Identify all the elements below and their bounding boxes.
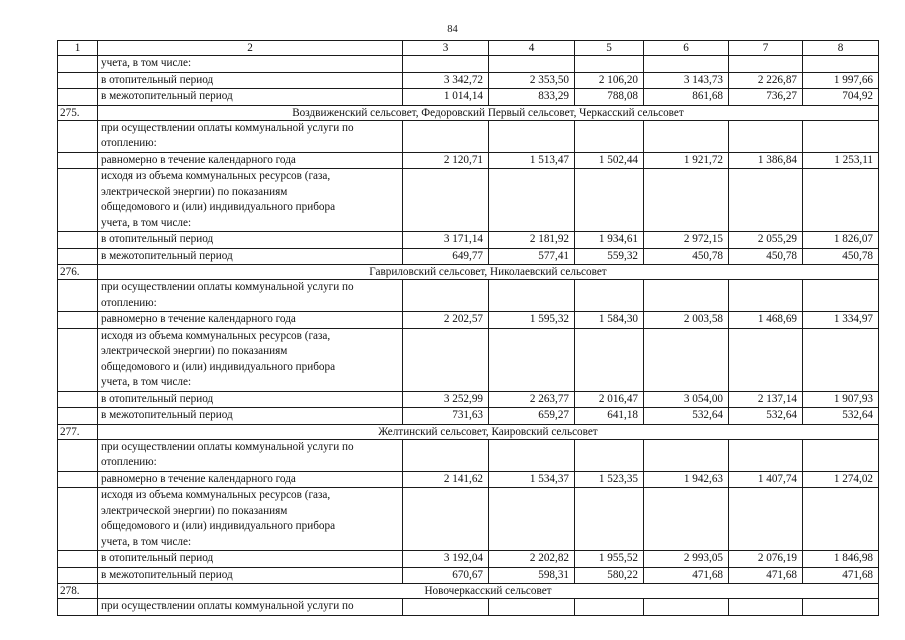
volume-description-row bbox=[58, 328, 879, 391]
value-cell: 788,08 bbox=[575, 89, 644, 106]
value-cell: 1 407,74 bbox=[729, 471, 803, 488]
text-line: отоплению: bbox=[101, 456, 157, 468]
value-cell: 2 003,58 bbox=[644, 312, 729, 329]
index-cell bbox=[58, 120, 98, 152]
payment-description: при осуществлении оплаты коммунальной услуги по bbox=[98, 599, 403, 616]
value-cell: 2 993,05 bbox=[644, 551, 729, 568]
empty-cell bbox=[729, 439, 803, 471]
volume-description bbox=[98, 169, 403, 232]
value-cell bbox=[729, 56, 803, 73]
empty-cell bbox=[489, 169, 575, 232]
index-cell bbox=[58, 408, 98, 425]
row-label: в отопительный период bbox=[98, 72, 403, 89]
value-cell: 2 202,57 bbox=[403, 312, 489, 329]
table-row bbox=[58, 89, 879, 106]
value-cell: 649,77 bbox=[403, 248, 489, 265]
value-cell: 532,64 bbox=[729, 408, 803, 425]
row-label: учета, в том числе: bbox=[98, 56, 403, 73]
table-row bbox=[58, 248, 879, 265]
value-cell: 2 055,29 bbox=[729, 232, 803, 249]
empty-cell bbox=[803, 328, 879, 391]
text-line: электрической энергии) по показаниям bbox=[101, 345, 288, 357]
value-cell: 3 252,99 bbox=[403, 391, 489, 408]
value-cell: 2 120,71 bbox=[403, 152, 489, 169]
value-cell: 2 141,62 bbox=[403, 471, 489, 488]
column-number: 4 bbox=[489, 41, 575, 56]
value-cell: 659,27 bbox=[489, 408, 575, 425]
column-number: 2 bbox=[98, 41, 403, 56]
table-row bbox=[58, 56, 879, 73]
text-line: отоплению: bbox=[101, 296, 157, 309]
empty-cell bbox=[644, 328, 729, 391]
index-cell bbox=[58, 471, 98, 488]
volume-description bbox=[98, 488, 403, 551]
index-cell bbox=[58, 56, 98, 73]
value-cell: 1 502,44 bbox=[575, 152, 644, 169]
empty-cell bbox=[644, 488, 729, 551]
page-number: 84 bbox=[447, 24, 458, 35]
table-row bbox=[58, 232, 879, 249]
text-line: исходя из объема коммунальных ресурсов (газа, bbox=[101, 489, 331, 501]
empty-cell bbox=[803, 488, 879, 551]
empty-cell bbox=[644, 280, 729, 312]
value-cell: 1 846,98 bbox=[803, 551, 879, 568]
column-number: 5 bbox=[575, 41, 644, 56]
payment-description-row bbox=[58, 439, 879, 471]
text-line: при осуществлении оплаты коммунальной услуги по bbox=[101, 121, 354, 134]
region-row bbox=[58, 584, 879, 599]
empty-cell bbox=[803, 599, 879, 616]
column-number-row bbox=[58, 41, 879, 56]
empty-cell bbox=[403, 120, 489, 152]
value-cell: 2 972,15 bbox=[644, 232, 729, 249]
text-line: электрической энергии) по показаниям bbox=[101, 504, 288, 517]
table-row bbox=[58, 471, 879, 488]
empty-cell bbox=[729, 169, 803, 232]
value-cell: 1 595,32 bbox=[489, 312, 575, 329]
row-label: в межотопительный период bbox=[98, 408, 403, 425]
index-cell bbox=[58, 599, 98, 616]
value-cell: 731,63 bbox=[403, 408, 489, 425]
index-cell bbox=[58, 169, 98, 232]
value-cell: 1 523,35 bbox=[575, 471, 644, 488]
region-name: Желтинский сельсовет, Каировский сельсовет bbox=[98, 424, 879, 439]
empty-cell bbox=[729, 328, 803, 391]
value-cell: 1 386,84 bbox=[729, 152, 803, 169]
index-cell bbox=[58, 312, 98, 329]
value-cell: 450,78 bbox=[729, 248, 803, 265]
empty-cell bbox=[489, 599, 575, 616]
table-row bbox=[58, 551, 879, 568]
empty-cell bbox=[403, 488, 489, 551]
empty-cell bbox=[489, 328, 575, 391]
table-body bbox=[58, 41, 879, 616]
empty-cell bbox=[729, 599, 803, 616]
value-cell: 2 106,20 bbox=[575, 72, 644, 89]
text-line: электрической энергии) по показаниям bbox=[101, 185, 288, 198]
payment-description bbox=[98, 439, 403, 471]
text-line: при осуществлении оплаты коммунальной услуги по bbox=[101, 440, 354, 453]
empty-cell bbox=[729, 120, 803, 152]
empty-cell bbox=[575, 120, 644, 152]
table-row bbox=[58, 567, 879, 584]
text-line: общедомового и (или) индивидуального прибора bbox=[101, 360, 336, 373]
empty-cell bbox=[403, 599, 489, 616]
index-cell bbox=[58, 232, 98, 249]
value-cell: 833,29 bbox=[489, 89, 575, 106]
value-cell: 2 226,87 bbox=[729, 72, 803, 89]
empty-cell bbox=[803, 120, 879, 152]
region-name: Новочеркасский сельсовет bbox=[98, 584, 879, 599]
value-cell bbox=[489, 56, 575, 73]
value-cell: 1 334,97 bbox=[803, 312, 879, 329]
value-cell: 1 014,14 bbox=[403, 89, 489, 106]
column-number: 8 bbox=[803, 41, 879, 56]
value-cell bbox=[575, 56, 644, 73]
table-row bbox=[58, 391, 879, 408]
value-cell: 1 997,66 bbox=[803, 72, 879, 89]
column-number: 1 bbox=[58, 41, 98, 56]
value-cell: 736,27 bbox=[729, 89, 803, 106]
empty-cell bbox=[403, 169, 489, 232]
column-number: 7 bbox=[729, 41, 803, 56]
value-cell: 1 921,72 bbox=[644, 152, 729, 169]
empty-cell bbox=[489, 488, 575, 551]
payment-description-row bbox=[58, 599, 879, 616]
value-cell: 1 274,02 bbox=[803, 471, 879, 488]
index-cell bbox=[58, 248, 98, 265]
value-cell: 3 342,72 bbox=[403, 72, 489, 89]
empty-cell bbox=[644, 439, 729, 471]
value-cell bbox=[403, 56, 489, 73]
empty-cell bbox=[729, 488, 803, 551]
empty-cell bbox=[729, 280, 803, 312]
value-cell: 580,22 bbox=[575, 567, 644, 584]
index-cell bbox=[58, 439, 98, 471]
value-cell: 532,64 bbox=[644, 408, 729, 425]
row-label: в отопительный период bbox=[98, 551, 403, 568]
section-index: 277. bbox=[58, 424, 98, 439]
region-name: Воздвиженский сельсовет, Федоровский Первый сельсовет, Черкасский сельсовет bbox=[98, 105, 879, 120]
value-cell: 1 468,69 bbox=[729, 312, 803, 329]
payment-description bbox=[98, 120, 403, 152]
empty-cell bbox=[575, 599, 644, 616]
column-number: 3 bbox=[403, 41, 489, 56]
index-cell bbox=[58, 152, 98, 169]
row-label: в отопительный период bbox=[98, 232, 403, 249]
row-label: в межотопительный период bbox=[98, 89, 403, 106]
payment-description-row bbox=[58, 280, 879, 312]
value-cell: 471,68 bbox=[729, 567, 803, 584]
region-row bbox=[58, 265, 879, 280]
section-index: 278. bbox=[58, 584, 98, 599]
value-cell: 641,18 bbox=[575, 408, 644, 425]
volume-description-row bbox=[58, 488, 879, 551]
empty-cell bbox=[489, 120, 575, 152]
empty-cell bbox=[803, 280, 879, 312]
value-cell: 1 955,52 bbox=[575, 551, 644, 568]
empty-cell bbox=[803, 169, 879, 232]
volume-description bbox=[98, 328, 403, 391]
value-cell: 670,67 bbox=[403, 567, 489, 584]
value-cell: 450,78 bbox=[803, 248, 879, 265]
index-cell bbox=[58, 567, 98, 584]
table-row bbox=[58, 408, 879, 425]
empty-cell bbox=[644, 599, 729, 616]
value-cell: 1 513,47 bbox=[489, 152, 575, 169]
value-cell: 3 054,00 bbox=[644, 391, 729, 408]
value-cell: 2 137,14 bbox=[729, 391, 803, 408]
value-cell: 1 584,30 bbox=[575, 312, 644, 329]
empty-cell bbox=[403, 328, 489, 391]
value-cell: 577,41 bbox=[489, 248, 575, 265]
empty-cell bbox=[575, 169, 644, 232]
value-cell: 1 826,07 bbox=[803, 232, 879, 249]
empty-cell bbox=[803, 439, 879, 471]
text-line: исходя из объема коммунальных ресурсов (газа, bbox=[101, 170, 331, 182]
section-index: 275. bbox=[58, 105, 98, 120]
value-cell: 1 253,11 bbox=[803, 152, 879, 169]
text-line: при осуществлении оплаты коммунальной услуги по bbox=[101, 281, 354, 293]
table-row bbox=[58, 72, 879, 89]
empty-cell bbox=[575, 280, 644, 312]
row-label: в межотопительный период bbox=[98, 248, 403, 265]
empty-cell bbox=[575, 328, 644, 391]
index-cell bbox=[58, 89, 98, 106]
value-cell: 471,68 bbox=[644, 567, 729, 584]
volume-description-row bbox=[58, 169, 879, 232]
value-cell: 2 202,82 bbox=[489, 551, 575, 568]
text-line: исходя из объема коммунальных ресурсов (газа, bbox=[101, 329, 331, 342]
text-line: учета, в том числе: bbox=[101, 216, 192, 229]
value-cell: 1 907,93 bbox=[803, 391, 879, 408]
value-cell: 532,64 bbox=[803, 408, 879, 425]
index-cell bbox=[58, 72, 98, 89]
empty-cell bbox=[403, 439, 489, 471]
region-row bbox=[58, 424, 879, 439]
row-label: равномерно в течение календарного года bbox=[98, 152, 403, 169]
region-row bbox=[58, 105, 879, 120]
index-cell bbox=[58, 551, 98, 568]
empty-cell bbox=[403, 280, 489, 312]
text-line: учета, в том числе: bbox=[101, 376, 192, 388]
column-number: 6 bbox=[644, 41, 729, 56]
value-cell: 3 171,14 bbox=[403, 232, 489, 249]
value-cell: 2 181,92 bbox=[489, 232, 575, 249]
empty-cell bbox=[575, 488, 644, 551]
index-cell bbox=[58, 328, 98, 391]
text-line: общедомового и (или) индивидуального прибора bbox=[101, 201, 336, 213]
value-cell: 559,32 bbox=[575, 248, 644, 265]
value-cell bbox=[644, 56, 729, 73]
table-row bbox=[58, 312, 879, 329]
value-cell: 1 934,61 bbox=[575, 232, 644, 249]
row-label: в межотопительный период bbox=[98, 567, 403, 584]
value-cell: 2 016,47 bbox=[575, 391, 644, 408]
empty-cell bbox=[644, 120, 729, 152]
payment-description-row bbox=[58, 120, 879, 152]
value-cell: 3 143,73 bbox=[644, 72, 729, 89]
index-cell bbox=[58, 391, 98, 408]
value-cell: 2 263,77 bbox=[489, 391, 575, 408]
text-line: учета, в том числе: bbox=[101, 535, 192, 548]
region-name: Гавриловский сельсовет, Николаевский сельсовет bbox=[98, 265, 879, 280]
value-cell: 861,68 bbox=[644, 89, 729, 106]
row-label: равномерно в течение календарного года bbox=[98, 471, 403, 488]
value-cell: 450,78 bbox=[644, 248, 729, 265]
empty-cell bbox=[489, 280, 575, 312]
empty-cell bbox=[489, 439, 575, 471]
text-line: отоплению: bbox=[101, 137, 157, 149]
index-cell bbox=[58, 280, 98, 312]
value-cell: 704,92 bbox=[803, 89, 879, 106]
index-cell bbox=[58, 488, 98, 551]
value-cell: 1 942,63 bbox=[644, 471, 729, 488]
empty-cell bbox=[575, 439, 644, 471]
row-label: в отопительный период bbox=[98, 391, 403, 408]
value-cell: 3 192,04 bbox=[403, 551, 489, 568]
empty-cell bbox=[644, 169, 729, 232]
payment-description bbox=[98, 280, 403, 312]
table-row bbox=[58, 152, 879, 169]
value-cell: 471,68 bbox=[803, 567, 879, 584]
value-cell: 1 534,37 bbox=[489, 471, 575, 488]
tariff-table bbox=[57, 40, 879, 616]
value-cell: 598,31 bbox=[489, 567, 575, 584]
value-cell bbox=[803, 56, 879, 73]
text-line: общедомового и (или) индивидуального прибора bbox=[101, 520, 336, 532]
value-cell: 2 076,19 bbox=[729, 551, 803, 568]
section-index: 276. bbox=[58, 265, 98, 280]
value-cell: 2 353,50 bbox=[489, 72, 575, 89]
row-label: равномерно в течение календарного года bbox=[98, 312, 403, 329]
